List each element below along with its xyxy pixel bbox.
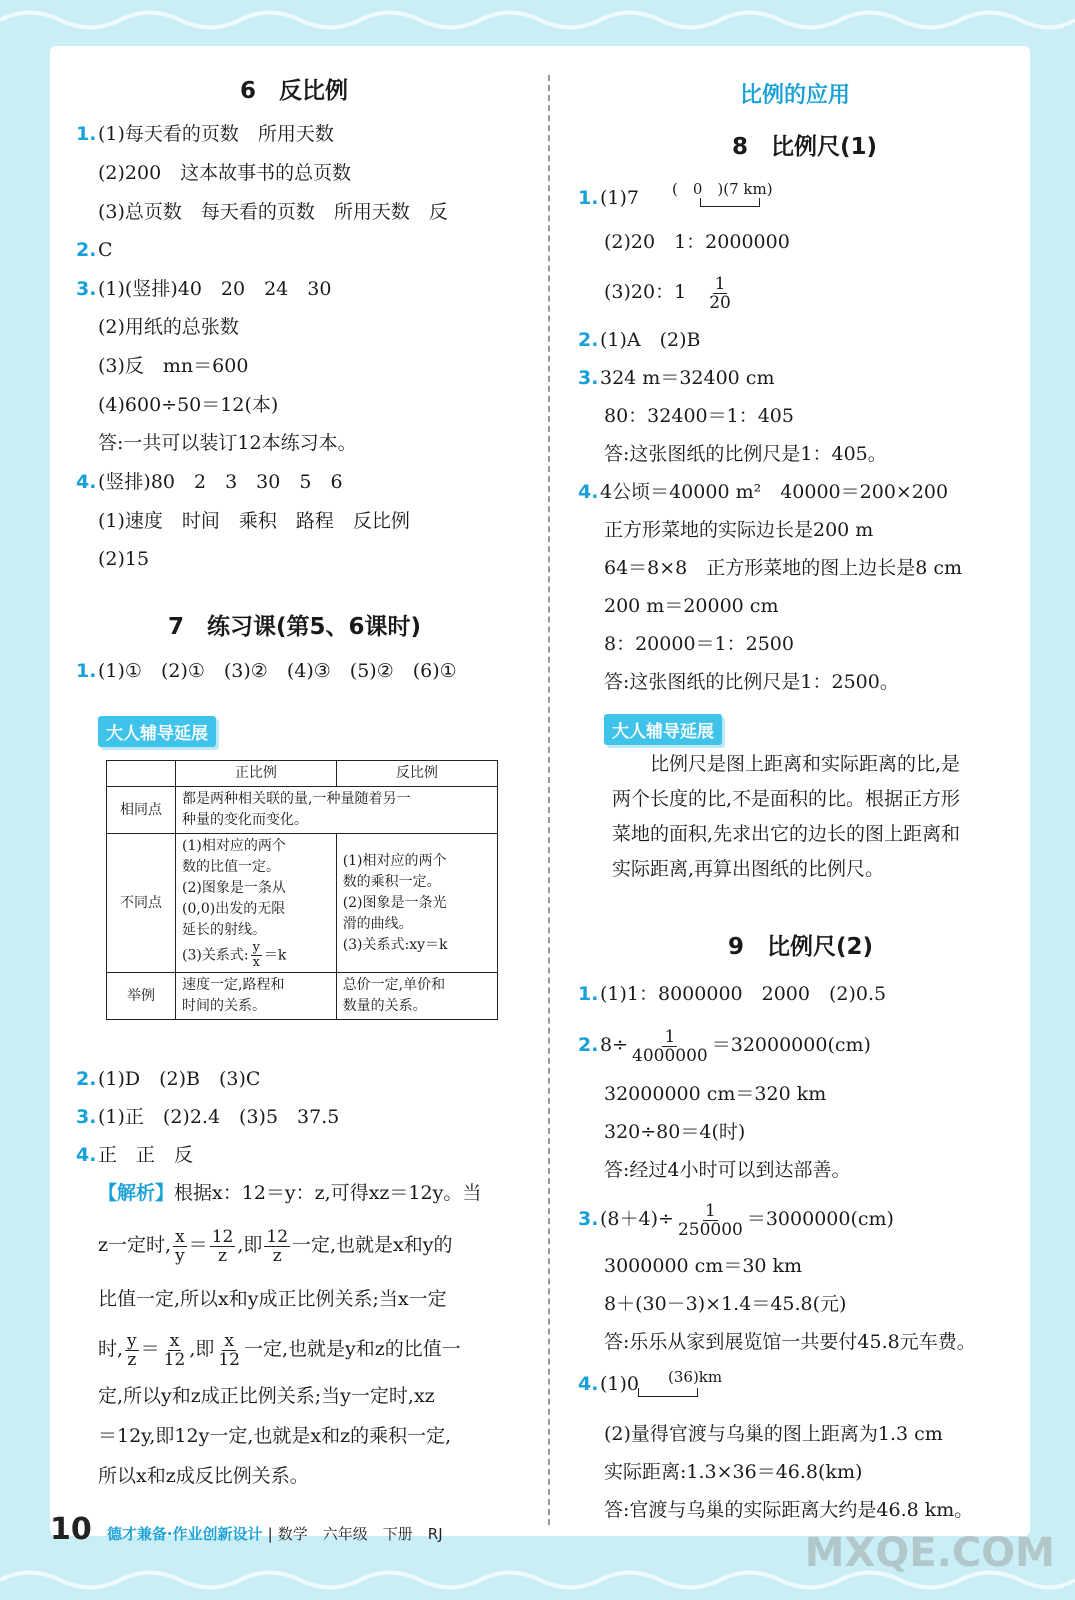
- column-divider: [548, 75, 550, 1525]
- answer-r-3a: 3.324 m＝32400 cm: [578, 367, 775, 389]
- answer-r-2: 2.(1)A (2)B: [578, 329, 701, 351]
- answer-r-4c: 64＝8×8 正方形菜地的图上边长是8 cm: [604, 557, 963, 579]
- brand-name: 德才兼备·作业创新设计: [106, 1525, 263, 1543]
- row-label-same: 相同点: [107, 787, 176, 834]
- answer-l-3a: 3.(1)(竖排)40 20 24 30: [76, 278, 332, 300]
- answer-p-2: 2.(1)D (2)B (3)C: [76, 1068, 261, 1090]
- parent-guide-badge: 大人辅导延展: [98, 716, 216, 747]
- page-number: 10: [50, 1512, 92, 1547]
- answer-l-4c: (2)15: [98, 548, 150, 570]
- row-label-example: 举例: [107, 973, 176, 1020]
- answer-r-3b: 80：32400＝1：405: [604, 405, 794, 427]
- analysis-line-3: 比值一定,所以x和y成正比例关系;当x一定: [98, 1288, 447, 1310]
- answer-s-2d: 答:经过4小时可以到达部善。: [604, 1159, 851, 1181]
- lesson-9-title: 9 比例尺(2): [728, 934, 874, 960]
- answer-r-4b: 正方形菜地的实际边长是200 m: [604, 519, 874, 541]
- answer-s-4d: 答:官渡与乌巢的实际距离大约是46.8 km。: [604, 1499, 974, 1521]
- watermark: MXQE.COM: [804, 1530, 1055, 1576]
- table-corner: [107, 761, 176, 787]
- lesson-8-title: 8 比例尺(1): [732, 134, 878, 160]
- answer-s-4a: 4.(1)0: [578, 1373, 640, 1395]
- analysis-line-7: 所以x和z成反比例关系。: [98, 1465, 309, 1487]
- row-label-diff: 不同点: [107, 834, 176, 973]
- answer-l-4b: (1)速度 时间 乘积 路程 反比例: [98, 510, 410, 532]
- answer-l-3b: (2)用纸的总张数: [98, 316, 239, 338]
- answer-l-1a: 1.(1)每天看的页数 所用天数: [76, 123, 334, 145]
- cell-diff-direct: (1)相对应的两个 数的比值一定。 (2)图象是一条从 (0,0)出发的无限 延长的射线。 (3)关系式: $\frac{y}{x}$ ＝k: [176, 834, 337, 973]
- analysis-line-2: z一定时, $\frac{x}{y}$ ＝ $\frac{12}{z}$ ,即 $\frac{12}{z}$ 一定,也就是x和y的: [98, 1226, 453, 1266]
- answer-s-2c: 320÷80＝4(时): [604, 1121, 746, 1143]
- answer-s-3d: 答:乐乐从家到展览馆一共要付45.8元车费。: [604, 1331, 976, 1353]
- answer-r-1b: (2)20 1：2000000: [604, 231, 790, 253]
- scale-bar-2: (36)km: [668, 1368, 722, 1386]
- answer-l-3e: 答:一共可以装订12本练习本。: [98, 432, 357, 454]
- page-footer: [50, 1512, 443, 1547]
- answer-l-1c: (3)总页数 每天看的页数 所用天数 反: [98, 201, 448, 223]
- table-header-inverse: 反比例: [336, 761, 497, 787]
- answer-s-3c: 8＋(30－3)×1.4＝45.8(元): [604, 1293, 847, 1315]
- cell-example-inverse: 总价一定,单价和 数量的关系。: [336, 973, 497, 1020]
- cell-example-direct: 速度一定,路程和 时间的关系。: [176, 973, 337, 1020]
- answer-s-4b: (2)量得官渡与乌巢的图上距离为1.3 cm: [604, 1423, 943, 1445]
- cell-same: 都是两种相关联的量,一种量随着另一 种量的变化而变化。: [176, 787, 498, 834]
- analysis-line-4: 时, $\frac{y}{z}$ ＝ $\frac{x}{12}$ ,即 $\frac{x}{12}$ 一定,也就是y和z的比值一: [98, 1330, 461, 1370]
- footer-separator: |: [267, 1525, 273, 1543]
- answer-s-2b: 32000000 cm＝320 km: [604, 1083, 827, 1105]
- lesson-6-title: 6 反比例: [240, 78, 349, 104]
- guide-note-4: 实际距离,再算出图纸的比例尺。: [612, 858, 885, 880]
- answer-r-4e: 8：20000＝1：2500: [604, 633, 794, 655]
- answer-p-1: 1.(1)① (2)① (3)② (4)③ (5)② (6)①: [76, 660, 457, 682]
- answer-l-1b: (2)200 这本故事书的总页数: [98, 162, 352, 184]
- scale-bar-1: ( 0 )(7 km): [672, 178, 773, 199]
- answer-s-1: 1.(1)1：8000000 2000 (2)0.5: [578, 983, 887, 1005]
- analysis-line-6: ＝12y,即12y一定,也就是x和z的乘积一定,: [98, 1425, 452, 1447]
- answer-p-4: 4.正 正 反: [76, 1144, 194, 1166]
- analysis-line-1: 【解析】根据x：12＝y：z,可得xz＝12y。当: [98, 1182, 482, 1204]
- analysis-line-5: 定,所以y和z成正比例关系;当y一定时,xz: [98, 1385, 435, 1407]
- answer-l-2: 2.C: [76, 239, 113, 261]
- answer-s-3b: 3000000 cm＝30 km: [604, 1255, 803, 1277]
- guide-note-2: 两个长度的比,不是面积的比。根据正方形: [612, 788, 961, 810]
- guide-note-1: 比例尺是图上距离和实际距离的比,是: [612, 753, 961, 775]
- answer-p-3: 3.(1)正 (2)2.4 (3)5 37.5: [76, 1106, 340, 1128]
- parent-guide-badge-right: 大人辅导延展: [604, 714, 722, 745]
- answer-r-4d: 200 m＝20000 cm: [604, 595, 779, 617]
- answer-s-2a: 2.8÷ $\frac{1}{4000000}$ ＝32000000(cm): [578, 1026, 871, 1066]
- answer-l-3d: (4)600÷50＝12(本): [98, 394, 279, 416]
- comparison-table: [106, 760, 498, 1020]
- cell-diff-inverse: (1)相对应的两个 数的乘积一定。 (2)图象是一条光 滑的曲线。 (3)关系式:xy＝k: [336, 834, 497, 973]
- answer-r-1c: (3)20：1 $\frac{1}{20}$: [604, 273, 731, 313]
- answer-r-4a: 4.4公顷＝40000 m² 40000＝200×200: [578, 481, 949, 503]
- answer-l-4a: 4.(竖排)80 2 3 30 5 6: [76, 471, 343, 493]
- answer-r-3c: 答:这张图纸的比例尺是1：405。: [604, 443, 887, 465]
- table-header-direct: 正比例: [176, 761, 337, 787]
- footer-info: 数学 六年级 下册 RJ: [277, 1525, 443, 1543]
- lesson-7-title: 7 练习课(第5、6课时): [168, 614, 422, 640]
- answer-r-4f: 答:这张图纸的比例尺是1：2500。: [604, 671, 899, 693]
- guide-note-3: 菜地的面积,先求出它的边长的图上距离和: [612, 823, 961, 845]
- answer-s-3a: 3.(8＋4)÷ $\frac{1}{250000}$ ＝3000000(cm): [578, 1200, 894, 1240]
- section-title: 比例的应用: [740, 83, 851, 108]
- answer-l-3c: (3)反 mn＝600: [98, 355, 249, 377]
- answer-s-4c: 实际距离:1.3×36＝46.8(km): [604, 1461, 863, 1483]
- answer-r-1a: 1.(1)7: [578, 187, 640, 209]
